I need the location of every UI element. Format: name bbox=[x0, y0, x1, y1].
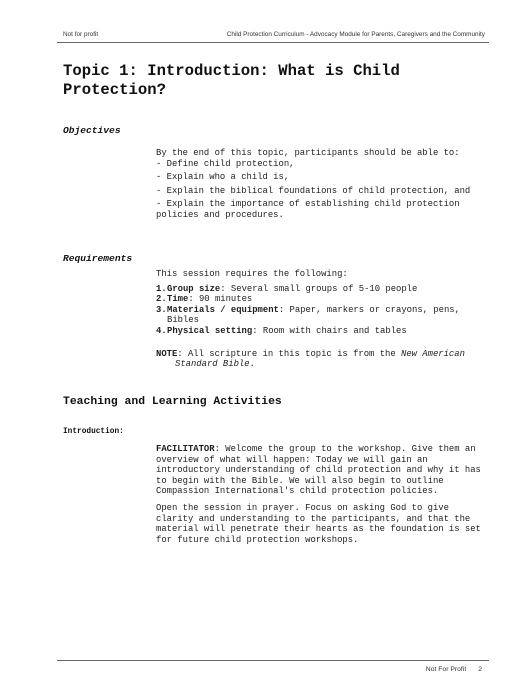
requirements-heading: Requirements bbox=[63, 253, 133, 264]
list-item bbox=[156, 326, 488, 337]
requirements-intro: This session requires the following: bbox=[156, 269, 348, 279]
footer-label: Not For Profit bbox=[425, 666, 467, 673]
objective-item: - Explain the biblical foundations of child protection, and bbox=[156, 185, 471, 196]
facilitator-label: FACILITATOR bbox=[156, 444, 215, 454]
item-label: Materials / equipment bbox=[167, 304, 279, 315]
teaching-heading: Teaching and Learning Activities bbox=[63, 396, 282, 408]
list-item bbox=[156, 294, 488, 305]
item-label: Group size bbox=[167, 283, 221, 294]
header-left-text: Not for profit bbox=[63, 31, 99, 38]
objective-item: - Explain who a child is, bbox=[156, 172, 290, 183]
objectives-heading: Objectives bbox=[63, 125, 121, 136]
header-rule bbox=[57, 42, 489, 43]
requirements-block bbox=[156, 269, 488, 370]
item-text: : Paper, markers or crayons, pens, Bibles bbox=[167, 304, 460, 326]
item-number: 3. bbox=[156, 304, 167, 315]
item-label: Time bbox=[167, 294, 189, 305]
objectives-intro: By the end of this topic, participants should be able to: bbox=[156, 148, 460, 158]
note-text: : All scripture in this topic is from the bbox=[177, 348, 401, 359]
item-number: 1. bbox=[156, 283, 167, 294]
item-number: 2. bbox=[156, 294, 167, 305]
page-header bbox=[63, 31, 485, 38]
introduction-label: Introduction: bbox=[63, 428, 124, 436]
item-number: 4. bbox=[156, 325, 167, 336]
facilitator-text: : Welcome the group to the workshop. Give them an overview of what will happen: Today we will gain an introductory understanding of child protection and why it has to begin with the Bible. We will also begin to outline Compassion International's child protection policies. bbox=[156, 444, 481, 497]
requirements-list bbox=[156, 284, 488, 337]
teaching-block bbox=[156, 444, 488, 545]
prayer-paragraph: Open the session in prayer. Focus on asking God to give clarity and understanding to the participants, and that the material will penetrate their hearts as the foundation is set for future child protection workshops. bbox=[156, 502, 481, 545]
topic-title: Topic 1: Introduction: What is Child Protection? bbox=[63, 62, 400, 99]
facilitator-paragraph bbox=[156, 444, 488, 497]
objective-item: - Explain the importance of establishing child protection policies and procedures. bbox=[156, 199, 460, 220]
objectives-block bbox=[156, 148, 488, 221]
note-end: . bbox=[249, 359, 255, 370]
objective-item: - Define child protection, bbox=[156, 158, 295, 169]
page-number: 2 bbox=[478, 666, 482, 673]
item-label: Physical setting bbox=[167, 325, 253, 336]
scripture-note bbox=[156, 349, 488, 370]
item-text: : Room with chairs and tables bbox=[252, 325, 407, 336]
footer-rule bbox=[57, 660, 489, 661]
list-item bbox=[156, 305, 488, 326]
header-right-text: Child Protection Curriculum - Advocacy Module for Parents, Caregivers and the Community bbox=[226, 31, 485, 38]
page-footer bbox=[426, 666, 482, 673]
item-text: : 90 minutes bbox=[188, 294, 253, 305]
note-bible-name: New American Standard Bible bbox=[175, 348, 465, 370]
item-text: : Several small groups of 5-10 people bbox=[220, 283, 418, 294]
list-item bbox=[156, 284, 488, 295]
note-label: NOTE bbox=[156, 348, 178, 359]
